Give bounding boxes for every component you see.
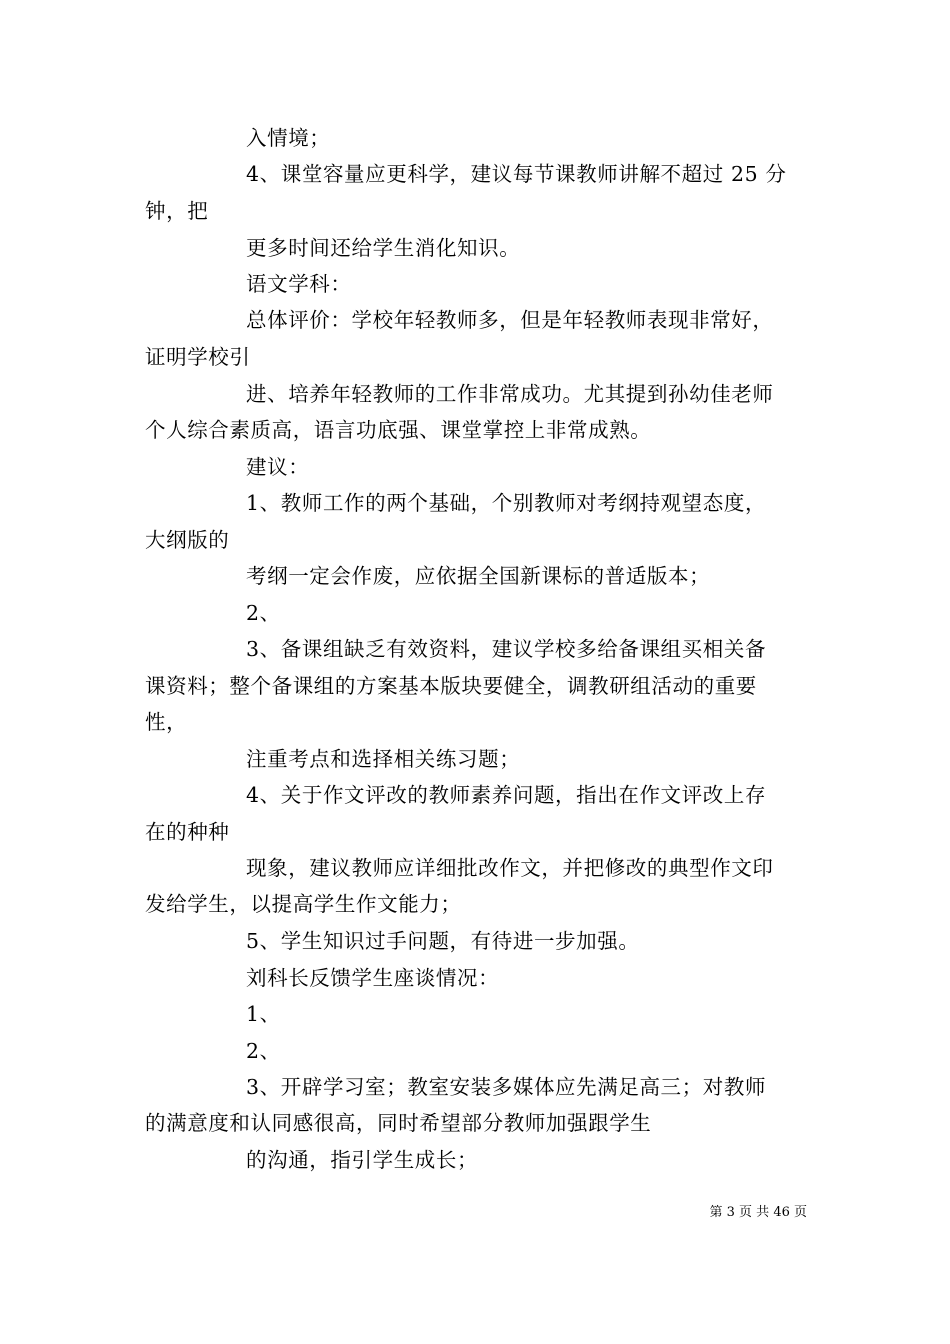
text-line: 证明学校引 <box>145 345 251 369</box>
text-line: 1、教师工作的两个基础，个别教师对考纲持观望态度， <box>246 491 767 515</box>
text-line: 刘科长反馈学生座谈情况： <box>246 966 500 990</box>
text-line: 发给学生，以提高学生作文能力； <box>145 892 462 916</box>
text-line: 4、课堂容量应更科学，建议每节课教师讲解不超过 25 分 <box>246 162 787 186</box>
text-line: 课资料；整个备课组的方案基本版块要健全，调教研组活动的重要 <box>145 674 757 698</box>
text-line: 4、关于作文评改的教师素养问题，指出在作文评改上存 <box>246 783 767 807</box>
text-line: 3、备课组缺乏有效资料，建议学校多给备课组买相关备 <box>246 637 767 661</box>
text-line: 注重考点和选择相关练习题； <box>246 747 521 771</box>
text-line: 性， <box>145 710 188 734</box>
text-line: 钟，把 <box>145 199 209 223</box>
text-line: 语文学科： <box>246 272 352 296</box>
page-number: 第 3 页 共 46 页 <box>709 1205 807 1220</box>
text-line: 建议： <box>246 455 310 479</box>
text-line: 入情境； <box>246 126 331 150</box>
text-line: 大纲版的 <box>145 528 230 552</box>
text-line: 现象，建议教师应详细批改作文，并把修改的典型作文印 <box>246 856 774 880</box>
text-line: 进、培养年轻教师的工作非常成功。尤其提到孙幼佳老师 <box>246 382 774 406</box>
text-line: 2、 <box>246 1039 281 1063</box>
text-line: 的沟通，指引学生成长； <box>246 1148 479 1172</box>
text-line: 在的种种 <box>145 820 230 844</box>
text-line: 5、学生知识过手问题，有待进一步加强。 <box>246 929 640 953</box>
text-line: 总体评价：学校年轻教师多，但是年轻教师表现非常好， <box>246 308 774 332</box>
text-line: 3、开辟学习室；教室安装多媒体应先满足高三；对教师 <box>246 1075 767 1099</box>
text-line: 2、 <box>246 601 281 625</box>
text-line: 更多时间还给学生消化知识。 <box>246 236 521 260</box>
text-line: 考纲一定会作废，应依据全国新课标的普适版本； <box>246 564 711 588</box>
text-line: 的满意度和认同感很高，同时希望部分教师加强跟学生 <box>145 1111 652 1135</box>
text-line: 1、 <box>246 1002 281 1026</box>
text-line: 个人综合素质高，语言功底强、课堂掌控上非常成熟。 <box>145 418 652 442</box>
